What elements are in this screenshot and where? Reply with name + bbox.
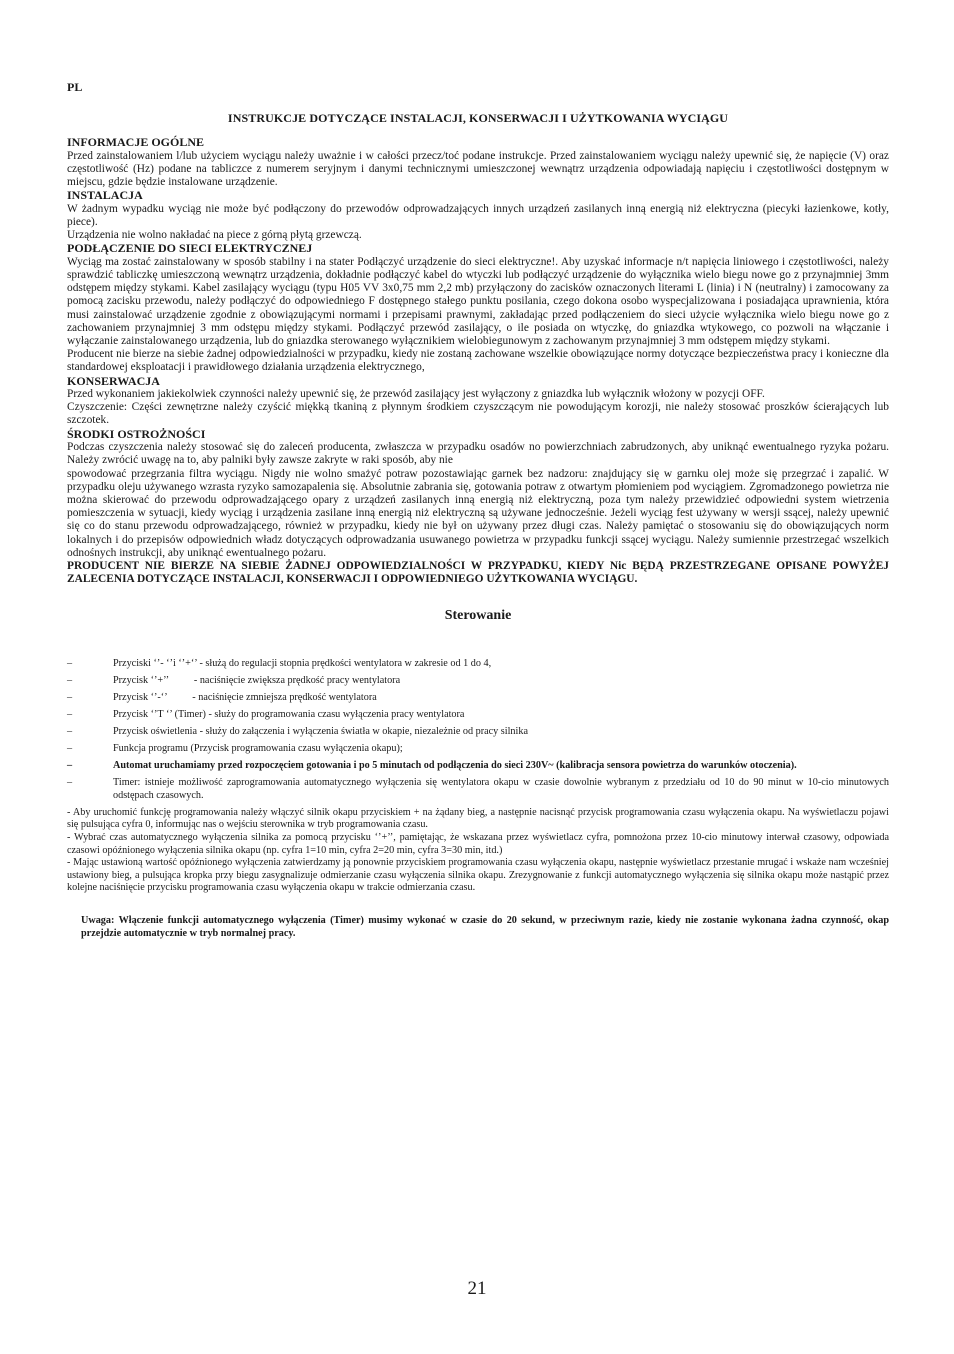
liability-warning: PRODUCENT NIE BIERZE NA SIEBIE ŻADNEJ ODPOWIEDZIALNOŚCI W PRZYPADKU, KIEDY Nic BĘDĄ PRZESTRZEGANE OPISANE POWYŻEJ ZALECENIA DOTYCZĄCE INSTALACJI, KONSERWACJI I ODPOWIEDNIEGO UŻYTKOWANIA WYCIĄGU.: [67, 559, 889, 586]
list-item: – Przyciski ‘’- ‘’i ‘’+‘’ - służą do regulacji stopnia prędkości wentylatora w zakresie od 1 do 4,: [67, 658, 492, 670]
language-code: PL: [67, 80, 83, 94]
section-electrical: [67, 242, 889, 374]
document-title: INSTRUKCJE DOTYCZĄCE INSTALACJI, KONSERWACJI I UŻYTKOWANIA WYCIĄGU: [227, 111, 729, 125]
timer-note: Uwaga: Włączenie funkcji automatycznego wyłączenia (Timer) musimy wykonać w czasie do 20 sekund, w przeciwnym razie, kiedy nie zostanie wykonana żadna czynność, okap przejdzie automatycznie w tryb normalnej pracy.: [81, 915, 889, 939]
section-text: Przed wykonaniem jakiekolwiek czynności należy upewnić się, że przewód zasilający jest wyłączony z gniazdka lub wyłącznik włożony w pozycji OFF.: [67, 388, 765, 401]
control-title: Sterowanie: [444, 608, 512, 624]
section-text: spowodować przegrzania filtra wyciągu. Nigdy nie wolno smażyć potraw pozostawiając garnek bez nadzoru: znajdujący się w garnku olej może się przegrzać i zapalić. W przypadku oleju używanego wzrasta ryzyko samozapalenia się. Absolutnie zabrania się, gotowania potraw z otwartym płomieniem pod wyciągiem. Zgromadzonego powietrza nie można skierować do przewodu odprowadzającego opary z urządzeń zasilanych inną energią niż elektryczną, poza tym należy przewidzieć odpowiedni system wietrzenia pomieszczenia w sytuacji, kiedy wyciąg i urządzenia zasilane inną energią niż elektryczną są używane jednocześnie. Jeżeli wyciąg fest używany w wersji ssącej, należy upewnić się co do stanu przewodu odprowadzającego, również w przypadku, kiedy nie był on używany przez długi czas. Należy pamiętać o stosowaniu się do obowiązujących norm lokalnych i do przepisów odpowiednich władz dotyczących odprowadzania usuwanego powietrza w przypadku funkcji ssącej wyciągu. Należy sumiennie przestrzegać wszelkich odnośnych instrukcji, aby uniknąć ewentualnego pożaru.: [67, 467, 889, 559]
list-item: – Funkcja programu (Przycisk programowania czasu wyłączenia okapu);: [67, 743, 403, 755]
dash-bullet: –: [67, 726, 73, 738]
document-page: [67, 80, 889, 940]
list-item: – Przycisk oświetlenia - służy do załączenia i wyłączenia światła w okapie, niezależnie od pracy silnika: [67, 726, 528, 738]
dash-bullet: –: [67, 777, 73, 789]
section-installation: [67, 189, 889, 242]
dash-bullet: –: [67, 658, 73, 670]
section-heading: PODŁĄCZENIE DO SIECI ELEKTRYCZNEJ: [67, 241, 313, 256]
section-text: Wyciąg ma zostać zainstalowany w sposób stabilny i na stater Podłączyć urządzenie do sieci elektryczne!. Aby uzyskać informacje n/t napięcia liniowego i częstotliwości, należy sprawdzić tabliczkę umieszczoną wewnątrz urządzenia, dokładnie podłączyć kabel do wtyczki lub podłączyć urządzenie do wyłącznika wielo biegu nowe go z przynajmniej 3mm odstępem między stykami. Kabel zasilający wyciągu (typu H05 VV 3x0,75 mm 2,2 mb) przyłączony do zacisków oznaczonych literami L (linia) i N (neutralny) i zamocowany za pomocą zacisku przewodu, należy podłączyć do odpowiedniego F dostępnego stałego punktu posilania, czego dokona osobo wyspecjalizowana i posiadająca uprawnienia, która musi zainstalować urządzenie zgodnie z obowiązującymi normami i przepisami prawnymi, zakładając przed podłączeniem do sieci użycie wyłącznika wielo biegu nowe go z zachowaniem przynajmniej 3 mm odstępu między stykami. Podłączyć przewód zasilający, o ile posiada on wtyczkę, do gniazdka wtykowego, co pozwoli na włączanie i wyłączanie zainstalowanego urządzenia, lub do gniazdka sterowanego wyłącznikiem wielobiegunowym z zachowanym przynajmniej 3 mm odstępem między stykami.: [67, 255, 889, 347]
timer-step: - Wybrać czas automatycznego wyłączenia silnika za pomocą przycisku ‘’+’’, pamiętając, że wskazana przez wyświetlacz cyfra, pomnożona przez 10-cio minutowy interwał czasowy, odpowiada czasowi opóźnionego wyłączenia silnika okapu (np. cyfra 1=10 min, cyfra 2=20 min, cyfra 3=30 min, itd.): [67, 832, 889, 856]
list-item: – Timer: istnieje możliwość zaprogramowania automatycznego wyłączenia się wentylatora okapu w czasie dowolnie wybranym z przedziału od 10 do 90 minut w 10-cio minutowych odstępach czasowych.: [67, 777, 889, 801]
list-item: – Przycisk ‘’-‘’ - naciśnięcie zmniejsza prędkość wentylatora: [67, 692, 377, 704]
section-heading: INFORMACJE OGÓLNE: [67, 135, 205, 149]
section-heading: INSTALACJA: [67, 188, 143, 203]
dash-bullet: –: [67, 675, 73, 687]
list-item: – Przycisk ‘’+’’ - naciśnięcie zwiększa prędkość pracy wentylatora: [67, 675, 401, 687]
section-precautions: [67, 428, 889, 587]
section-heading: KONSERWACJA: [67, 373, 160, 388]
timer-instructions: [67, 807, 889, 895]
section-general: [67, 136, 889, 189]
control-list: [67, 658, 889, 802]
section-text: Producent nie bierze na siebie żadnej odpowiedzialności w przypadku, kiedy nie zostaną zachowane wszelkie obowiązujące normy dotyczące bezpieczeństwa pracy i konieczne dla standardowej eksploatacji i prawidłowego działania urządzenia elektrycznego,: [67, 348, 889, 374]
page-number: 21: [467, 1278, 487, 1299]
dash-bullet: –: [67, 709, 73, 721]
timer-step: - Aby uruchomić funkcję programowania należy włączyć silnik okapu przyciskiem + na żądany bieg, a następnie nacisnąć przycisk programowania czasu wyłączenia okapu. Na wyświetlaczu pojawi się pulsująca cyfra 0, informując nas o wejściu sterownika w tryb programowania czasu.: [67, 806, 889, 831]
section-text: Czyszczenie: Części zewnętrzne należy czyścić miękką tkaniną z płynnym środkiem czyszczącym nie powodującym korozji, nie należy stosować proszków ścierających lub szczotek.: [67, 401, 889, 427]
dash-bullet: –: [67, 743, 73, 755]
section-text: Przed zainstalowaniem l/lub użyciem wyciągu należy uważnie i w całości przecz/toć podane instrukcje. Przed zainstalowaniem wyciągu należy upewnić się, że napięcie (V) oraz częstotliwość (Hz) podane na tabliczce z numerem seryjnym i danymi technicznymi umieszczonej wewnątrz urządzenia odpowiadają napięciu i częstotliwości dostępnym w miejscu, gdzie będzie instalowane urządzenie.: [67, 149, 889, 188]
section-heading: ŚRODKI OSTROŻNOŚCI: [67, 426, 206, 441]
dash-bullet: –: [67, 760, 73, 772]
section-text: Urządzenia nie wolno nakładać na piece z górną płytą grzewczą.: [67, 229, 362, 242]
list-item: – Przycisk ‘’T ‘’ (Timer) - służy do programowania czasu wyłączenia pracy wentylatora: [67, 709, 465, 721]
dash-bullet: –: [67, 692, 73, 704]
timer-step: - Mając ustawioną wartość opóźnionego wyłączenia zatwierdzamy ją ponownie przyciskiem programowania czasu wyłączenia okapu, następnie wyświetlacz przestanie mrugać i wskaże nam wcześniej ustawiony bieg, a pulsująca kropka przy biegu zasygnalizuje odmierzanie czasu wyłączenia silnika okapu. Zrezygnowanie z funkcji automatycznego wyłączenia się silnika okapu może nastąpić przez kolejne naciśnięcie przycisku programowania czasu wyłączenia okapu w trakcie odmierzania czasu.: [67, 857, 889, 894]
section-text: Podczas czyszczenia należy stosować się do zaleceń producenta, zwłaszcza w przypadku osadów no powierzchniach zabrudzonych, aby uniknąć ewentualnego ryzyka pożaru. Należy zwrócić uwagę na to, aby palniki były zawsze zakryte w raki sposób, aby nie: [67, 441, 889, 467]
section-text: W żadnym wypadku wyciąg nie może być podłączony do przewodów odprowadzających innych urządzeń zasilanych inną energią niż elektryczna (piecyki łazienkowe, kotły, piece).: [67, 202, 889, 228]
list-item: – Automat uruchamiamy przed rozpoczęciem gotowania i po 5 minutach od podłączenia do sieci 230V~ (kalibracja sensora powietrza do warunków otoczenia).: [67, 760, 797, 772]
section-maintenance: [67, 375, 889, 428]
